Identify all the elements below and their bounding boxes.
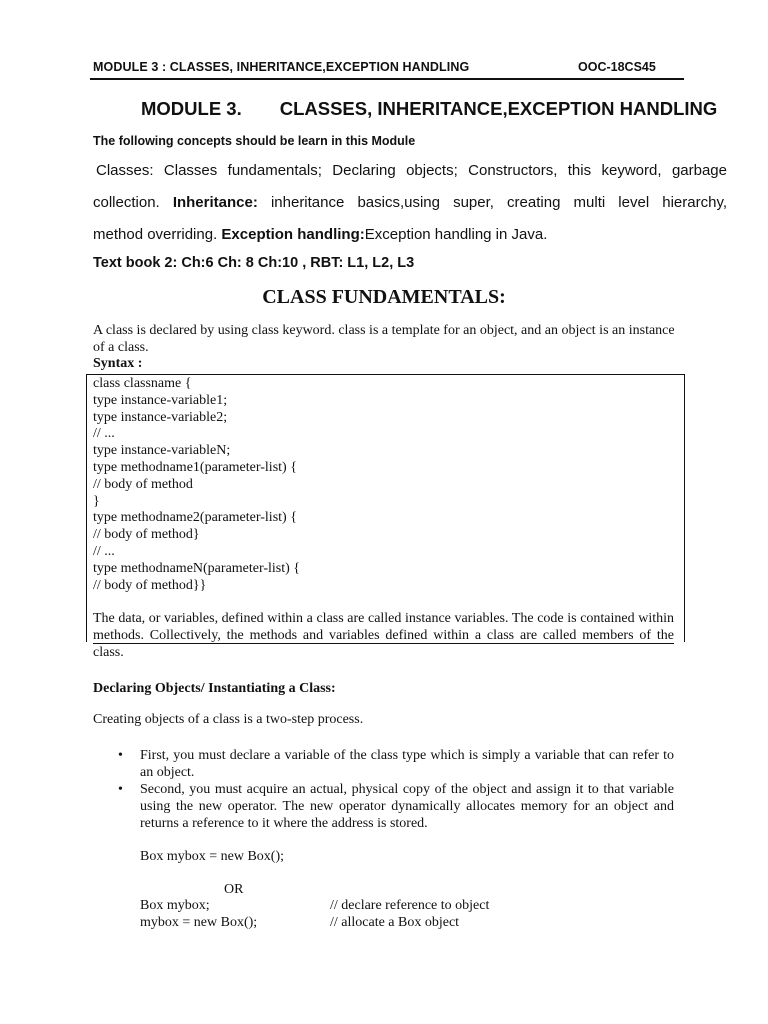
exception-handling-label: Exception handling: bbox=[221, 226, 365, 243]
declaring-objects-heading: Declaring Objects/ Instantiating a Class: bbox=[93, 681, 336, 696]
module-number: MODULE 3. bbox=[141, 98, 242, 119]
bullet-marker: • bbox=[118, 782, 123, 797]
code-line: type methodname2(parameter-list) { bbox=[93, 510, 297, 526]
bullet-item: First, you must declare a variable of the class type which is simply a variable that can refer to an object. bbox=[140, 748, 674, 780]
class-definition-paragraph: A class is declared by using class keyword. class is a template for an object, and an object is an instance of a class. bbox=[93, 323, 675, 355]
module-topic: CLASSES, INHERITANCE,EXCEPTION HANDLING bbox=[279, 98, 718, 119]
code-line: type methodname1(parameter-list) { bbox=[93, 459, 297, 475]
textbook-reference: Text book 2: Ch:6 Ch: 8 Ch:10 , RBT: L1, L2, L3 bbox=[93, 255, 415, 271]
code-line: // body of method bbox=[93, 476, 193, 492]
concepts-line-2 bbox=[93, 194, 727, 211]
code-line: type methodnameN(parameter-list) { bbox=[93, 560, 301, 576]
code-line: type instance-variable2; bbox=[93, 409, 228, 425]
or-separator: OR bbox=[224, 882, 244, 897]
module-title bbox=[141, 98, 717, 120]
class-syntax-code bbox=[93, 376, 683, 594]
running-header-course-code: OOC-18CS45 bbox=[578, 60, 656, 74]
syntax-box-right-border bbox=[684, 374, 685, 642]
header-rule bbox=[90, 78, 684, 80]
example-declare-comment: // declare reference to object bbox=[330, 898, 490, 913]
concepts-line-3 bbox=[93, 226, 727, 243]
code-line: type instance-variable1; bbox=[93, 392, 228, 408]
concepts-line-2-post: inheritance basics,using super, creating multi level hierarchy, bbox=[270, 194, 727, 211]
inheritance-label: Inheritance: bbox=[172, 194, 258, 211]
bullet-item: Second, you must acquire an actual, physical copy of the object and assign it to that variable using the new operator. The new operator dynamically allocates memory for an object and returns a reference to it where the address is stored. bbox=[140, 782, 674, 831]
example-allocate-statement: mybox = new Box(); bbox=[140, 915, 258, 930]
code-line: type instance-variableN; bbox=[93, 443, 231, 459]
concepts-line-2-pre: collection. bbox=[93, 194, 160, 211]
two-step-sentence: Creating objects of a class is a two-step process. bbox=[93, 712, 364, 727]
example-declare-statement: Box mybox; bbox=[140, 898, 210, 913]
example-allocate-comment: // allocate a Box object bbox=[330, 915, 460, 930]
syntax-label: Syntax : bbox=[93, 356, 143, 371]
syntax-box-bottom-border bbox=[93, 643, 674, 644]
code-line: } bbox=[93, 493, 100, 509]
code-line: class classname { bbox=[93, 376, 192, 391]
section-heading: CLASS FUNDAMENTALS: bbox=[262, 286, 506, 308]
concepts-line-3-pre: method overriding. bbox=[93, 226, 218, 243]
code-line: // body of method}} bbox=[93, 577, 207, 593]
intro-line: The following concepts should be learn in this Module bbox=[93, 134, 416, 148]
running-header-title: MODULE 3 : CLASSES, INHERITANCE,EXCEPTION HANDLING bbox=[93, 60, 470, 74]
concepts-line-3-post: Exception handling in Java. bbox=[364, 226, 548, 243]
example-single-statement: Box mybox = new Box(); bbox=[140, 849, 284, 864]
syntax-box-left-border bbox=[86, 374, 87, 642]
code-line: // ... bbox=[93, 426, 115, 442]
instance-variables-paragraph: The data, or variables, defined within a class are called instance variables. The code is contained within methods. Collectively, the methods and variables defined within a class are called members of the class. bbox=[93, 611, 674, 660]
bullet-marker: • bbox=[118, 748, 123, 763]
code-line: // body of method} bbox=[93, 527, 200, 543]
concepts-line-1: Classes: Classes fundamentals; Declaring objects; Constructors, this keyword, garbage bbox=[96, 162, 727, 179]
code-line: // ... bbox=[93, 543, 115, 559]
syntax-box-top-border bbox=[86, 374, 684, 375]
